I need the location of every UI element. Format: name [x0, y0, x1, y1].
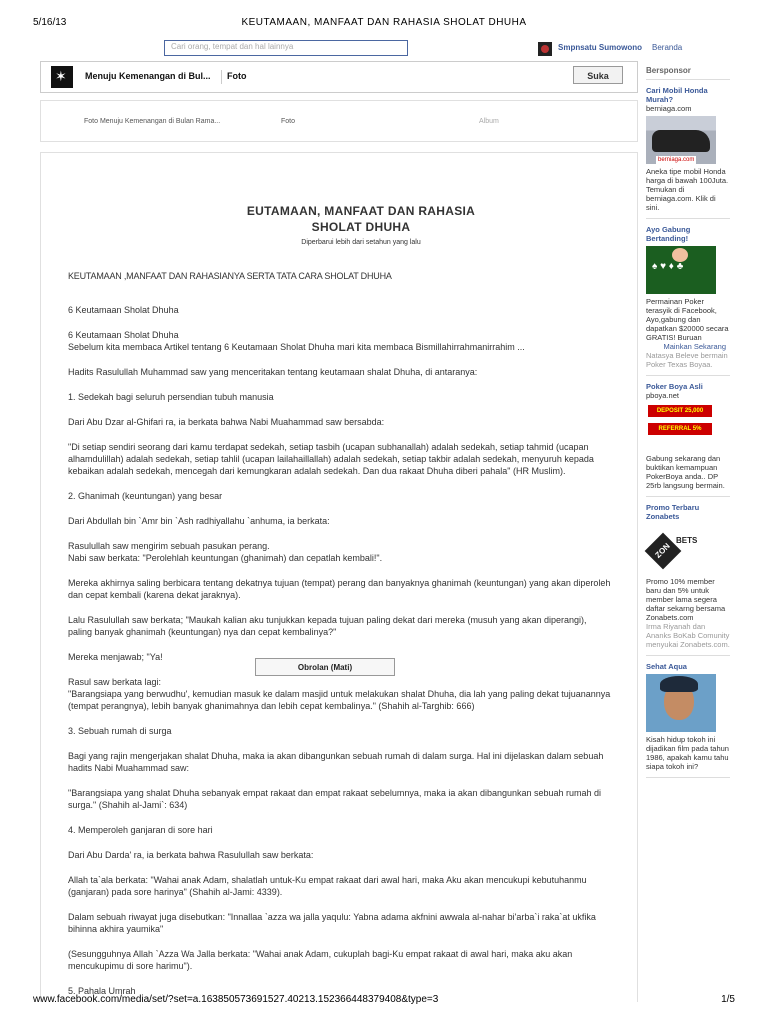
sponsored-header: Bersponsor [646, 66, 730, 80]
sponsored-ad[interactable] [646, 382, 730, 497]
ad-domain: pboya.net [646, 391, 679, 400]
note-paragraph: Mereka akhirnya saling berbicara tentang dekatnya tujuan (tempat) perang dan banyaknya ghanimah (keuntungan) yang akan diperoleh dan cepat kembali (karena dekat jaraknya). [68, 578, 611, 600]
note-paragraph: Dari Abdullah bin `Amr bin `Ash radhiyallahu `anhuma, ia berkata: [68, 516, 330, 526]
note-paragraph: 4. Memperoleh ganjaran di sore hari [68, 825, 213, 835]
note-paragraph: Dari Abu Darda' ra, ia berkata bahwa Rasulullah saw berkata: [68, 850, 314, 860]
note-paragraph: Dari Abu Dzar al-Ghifari ra, ia berkata bahwa Nabi Muahammad saw bersabda: [68, 417, 385, 427]
print-url: www.facebook.com/media/set/?set=a.163850573691527.40213.152366448379408&type=3 [33, 994, 439, 1005]
facebook-topbar [160, 36, 720, 64]
album-thumbnail[interactable] [51, 66, 73, 88]
note-title-line2: SHOLAT DHUHA [311, 220, 411, 234]
like-button[interactable]: Suka [573, 66, 623, 84]
user-avatar[interactable] [538, 42, 552, 56]
breadcrumb-album-photos[interactable]: Foto Menuju Kemenangan di Bulan Rama... [84, 118, 221, 125]
zonabets-image[interactable] [646, 524, 716, 574]
portrait-image[interactable] [646, 674, 716, 732]
ad-title[interactable]: Sehat Aqua [646, 662, 687, 671]
ad-title[interactable]: Cari Mobil Honda Murah? [646, 86, 708, 104]
poker-image[interactable] [646, 246, 716, 294]
ad-body: Gabung sekarang dan buktikan kemampuan PokerBoya anda.. DP 25rb langsung bermain. [646, 454, 725, 490]
pboya-image[interactable] [646, 403, 716, 451]
breadcrumb-photos[interactable]: Foto [281, 118, 296, 125]
ad-body: Permainan Poker terasyik di Facebook, Ayo,gabung dan dapatkan $20000 secara GRATIS! Buruan [646, 297, 729, 342]
note-paragraph: Rasul saw berkata lagi: "Barangsiapa yang berwudhu', kemudian masuk ke dalam masjid untuk melakukan shalat Dhuha, dia lah yang paling dekat tujuanannya (tempat perangnya), lebih banyak ghanimahnya dan lebih cepat kembalinya." (Shahih al-Targhib: 666) [68, 677, 611, 711]
print-title: KEUTAMAAN, MANFAAT DAN RAHASIA SHOLAT DHUHA [241, 17, 527, 28]
note-paragraph: Mereka menjawab; "Ya! [68, 652, 163, 662]
ad-body: Promo 10% member baru dan 5% untuk member lama segera daftar sekarng bersama Zonabets.com [646, 577, 726, 622]
ad-body: Aneka tipe mobil Honda harga di bawah 100Juta. Temukan di berniaga.com. Klik di sini. [646, 167, 729, 212]
note-paragraph: Dalam sebuah riwayat juga disebutkan: "Innallaa `azza wa jalla yaqulu: Yabna adama akfnini awwala al-nahar bi'arba`i raka`at ukfika bihinna akhira yaumika" [68, 912, 596, 934]
note-paragraph: Allah ta`ala berkata: "Wahai anak Adam, shalatlah untuk-Ku empat rakaat dari awal hari, maka Aku akan mencukupi kebutuhanmu (ganjaran) pada sore harinya" (Shahih al-Jami: 4339). [68, 875, 587, 897]
ad-title[interactable]: Ayo Gabung Bertanding! [646, 225, 691, 243]
ad-social-context: Natasya Beleve bermain Poker Texas Boyaa. [646, 351, 728, 369]
note-paragraph: 6 Keutamaan Sholat Dhuha Sebelum kita membaca Artikel tentang 6 Keutamaan Sholat Dhuha mari kita membaca Bismillahirrahmanirrahim ... [68, 330, 525, 352]
note-paragraph: "Di setiap sendiri seorang dari kamu terdapat sedekah, setiap tasbih (ucapan subhanallah) adalah sedekah, setiap tahmid (ucapan alhamdulillah) adalah sedekah, setiap tahlil (ucapan lailahaillallah) adalah sedekah, setiap takbir adalah sedekah, menyuruh kepada kebaikan adalah sedekah, mencegah dari kemungkaran adalah sedekah. Dan dua rakaat Dhuha diberi pahala" (HR Muslim). [68, 442, 594, 476]
note-paragraph: 5. Pahala Umrah [68, 986, 136, 996]
sponsored-sidebar [646, 66, 730, 784]
print-page-number: 1/5 [721, 994, 735, 1005]
home-link[interactable]: Beranda [652, 43, 683, 52]
search-input[interactable]: Cari orang, tempat dan hal lainnya [164, 40, 408, 56]
ad-title[interactable]: Poker Boya Asli [646, 382, 703, 391]
chat-bar[interactable]: Obrolan (Mati) [255, 658, 395, 676]
note-paragraph: 6 Keutamaan Sholat Dhuha [68, 305, 179, 315]
profile-link[interactable]: Smpnsatu Sumowono [558, 43, 642, 52]
print-header [0, 0, 768, 36]
note-body [68, 270, 613, 1010]
breadcrumb-albums[interactable]: Album [479, 118, 499, 125]
ad-body: Kisah hidup tokoh ini dijadikan film pada tahun 1986, apakah kamu tahu siapa tokoh ini? [646, 735, 729, 771]
note-paragraph: 1. Sedekah bagi seluruh persendian tubuh manusia [68, 392, 274, 402]
ad-title[interactable]: Promo Terbaru Zonabets [646, 503, 700, 521]
car-image[interactable] [646, 116, 716, 164]
ad-social-context: Irma Riyanah dan Ananks BoKab Comunity menyukai Zonabets.com. [646, 622, 730, 649]
note-paragraph: Rasulullah saw mengirim sebuah pasukan perang. Nabi saw berkata: "Perolehlah keuntungan (ghanimah) dan cepatlah kembali!". [68, 541, 383, 563]
note-title-line1: EUTAMAAN, MANFAAT DAN RAHASIA [246, 204, 476, 218]
print-date: 5/16/13 [33, 17, 67, 28]
divider [221, 70, 222, 84]
album-photos-link[interactable]: Foto [227, 71, 247, 81]
sponsored-ad[interactable] [646, 86, 730, 219]
note-heading: KEUTAMAAN ,MANFAAT DAN RAHASIANYA SERTA TATA CARA SHOLAT DHUHA [68, 271, 392, 281]
album-header [40, 61, 638, 93]
note-paragraph: 3. Sebuah rumah di surga [68, 726, 172, 736]
note-paragraph: (Sesungguhnya Allah `Azza Wa Jalla berkata: "Wahai anak Adam, cukuplah bagi-Ku empat rakaat di awal hari, maka aku akan mencukupimu di sore harimu"). [68, 949, 573, 971]
print-footer [0, 992, 768, 1012]
ad-cta-link[interactable]: Mainkan Sekarang [663, 342, 726, 351]
note-title [41, 203, 681, 235]
sponsored-ad[interactable] [646, 662, 730, 778]
album-title-link[interactable]: Menuju Kemenangan di Bul... [85, 71, 211, 81]
ad-domain: berniaga.com [646, 104, 692, 113]
note-updated-time: Diperbarui lebih dari setahun yang lalu [301, 239, 421, 246]
note-paragraph: Hadits Rasulullah Muhammad saw yang menceritakan tentang keutamaan shalat Dhuha, di antaranya: [68, 367, 478, 377]
sponsored-ad[interactable] [646, 503, 730, 656]
note-paragraph: Bagi yang rajin mengerjakan shalat Dhuha, maka ia akan dibangunkan sebuah rumah di dalam surga. Hal ini dijelaskan dalam sebuah hadits Nabi Muahammad saw: [68, 751, 604, 773]
breadcrumb [40, 100, 638, 142]
sponsored-ad[interactable] [646, 225, 730, 376]
note-paragraph: Lalu Rasulullah saw berkata; "Maukah kalian aku tunjukkan kepada tujuan paling dekat dari mereka (musuh yang akan diperangi), paling banyak ghanimah (keuntungan) nya dan cepat kembalinya?" [68, 615, 587, 637]
note-paragraph: 2. Ghanimah (keuntungan) yang besar [68, 491, 223, 501]
note-paragraph: "Barangsiapa yang shalat Dhuha sebanyak empat rakaat dan empat rakaat sebelumnya, maka ia akan dibangunkan sebuah rumah di surga." (Shahih al-Jami`: 634) [68, 788, 602, 810]
